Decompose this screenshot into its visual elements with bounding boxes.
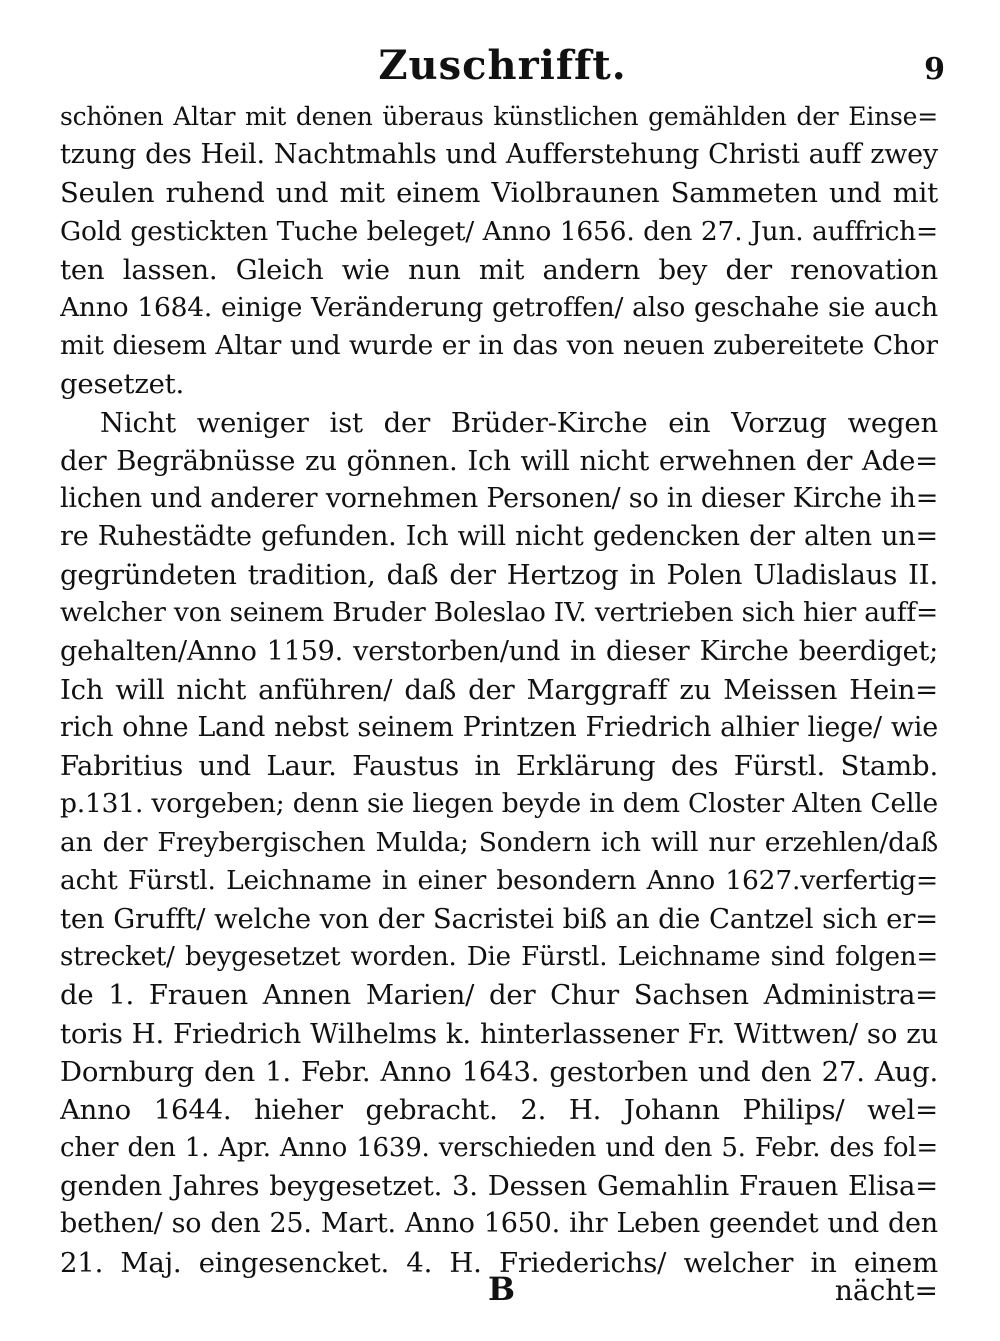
text-line: tzung des Heil. Nachtmahls und Aufferstehung Christi auff zwey bbox=[60, 139, 938, 171]
text-line: Seulen ruhend und mit einem Violbraunen Sammeten und mit bbox=[60, 177, 938, 210]
text-line: schönen Altar mit denen überaus künstlichen gemählden der Einse= bbox=[60, 102, 938, 131]
text-line: Anno 1684. einige Veränderung getroffen/ also geschahe sie auch bbox=[60, 291, 938, 323]
text-line: welcher von seinem Bruder Boleslao IV. vertrieben sich hier auff= bbox=[60, 597, 938, 629]
signature-mark: B bbox=[488, 1270, 516, 1308]
text-line: mit diesem Altar und wurde er in das von neuen zubereitete Chor bbox=[60, 330, 938, 362]
text-line: Dornburg den 1. Febr. Anno 1643. gestorben und den 27. Aug. bbox=[60, 1055, 938, 1088]
text-line: Anno 1644. hieher gebracht. 2. H. Johann Philips/ wel= bbox=[60, 1093, 938, 1126]
text-line: strecket/ beygesetzet worden. Die Fürstl. Leichname sind folgen= bbox=[60, 942, 938, 973]
text-line: de 1. Frauen Annen Marien/ der Chur Sachsen Administra= bbox=[60, 979, 938, 1012]
page-footer bbox=[60, 1270, 938, 1320]
text-line: ten Grufft/ welche von der Sacristei biß an die Cantzel sich er= bbox=[60, 902, 938, 935]
page-number: 9 bbox=[924, 52, 945, 87]
text-line: gehalten/Anno 1159. verstorben/und in dieser Kirche beerdiget; bbox=[60, 635, 938, 667]
text-line: gesetzet. bbox=[60, 368, 185, 401]
page-header bbox=[60, 38, 945, 94]
text-line: ten lassen. Gleich wie nun mit andern bey der renovation bbox=[60, 253, 938, 286]
text-line: der Begräbnüsse zu gönnen. Ich will nicht erwehnen der Ade= bbox=[60, 444, 938, 477]
text-line: genden Jahres beygesetzet. 3. Dessen Gemahlin Frauen Elisa= bbox=[60, 1170, 938, 1203]
text-line: gegründeten tradition, daß der Hertzog in Polen Uladislaus II. bbox=[60, 559, 938, 592]
text-line: rich ohne Land nebst seinem Printzen Friedrich alhier liege/ wie bbox=[60, 712, 938, 743]
text-line: Gold gestickten Tuche beleget/ Anno 1656. den 27. Jun. auffrich= bbox=[60, 215, 938, 247]
text-line: Ich will nicht anführen/ daß der Marggraff zu Meissen Hein= bbox=[60, 673, 938, 706]
text-line: toris H. Friedrich Wilhelms k. hinterlassener Fr. Wittwen/ so zu bbox=[60, 1017, 938, 1050]
paragraph-start-line: Nicht weniger ist der Brüder-Kirche ein Vorzug wegen bbox=[100, 406, 938, 439]
text-line: 21. Maj. eingesencket. 4. H. Friederichs/ welcher in einem bbox=[60, 1246, 938, 1279]
text-line: re Ruhestädte gefunden. Ich will nicht gedencken der alten un= bbox=[60, 521, 938, 553]
text-line: lichen und anderer vornehmen Personen/ so in dieser Kirche ih= bbox=[60, 482, 938, 514]
body-text bbox=[60, 98, 938, 1282]
catchword: nächt= bbox=[834, 1274, 938, 1307]
text-line: bethen/ so den 25. Mart. Anno 1650. ihr Leben geendet und den bbox=[60, 1208, 938, 1240]
text-line: cher den 1. Apr. Anno 1639. verschieden und den 5. Febr. des fol= bbox=[60, 1133, 938, 1164]
text-line: an der Freybergischen Mulda; Sondern ich will nur erzehlen/daß bbox=[60, 826, 938, 858]
text-line: acht Fürstl. Leichname in einer besondern Anno 1627.verfertig= bbox=[60, 864, 938, 896]
running-head: Zuschrifft. bbox=[378, 42, 627, 89]
text-line: Fabritius und Laur. Faustus in Erklärung des Fürstl. Stamb. bbox=[60, 750, 938, 783]
text-line: p.131. vorgeben; denn sie liegen beyde in dem Closter Alten Celle bbox=[60, 788, 938, 820]
